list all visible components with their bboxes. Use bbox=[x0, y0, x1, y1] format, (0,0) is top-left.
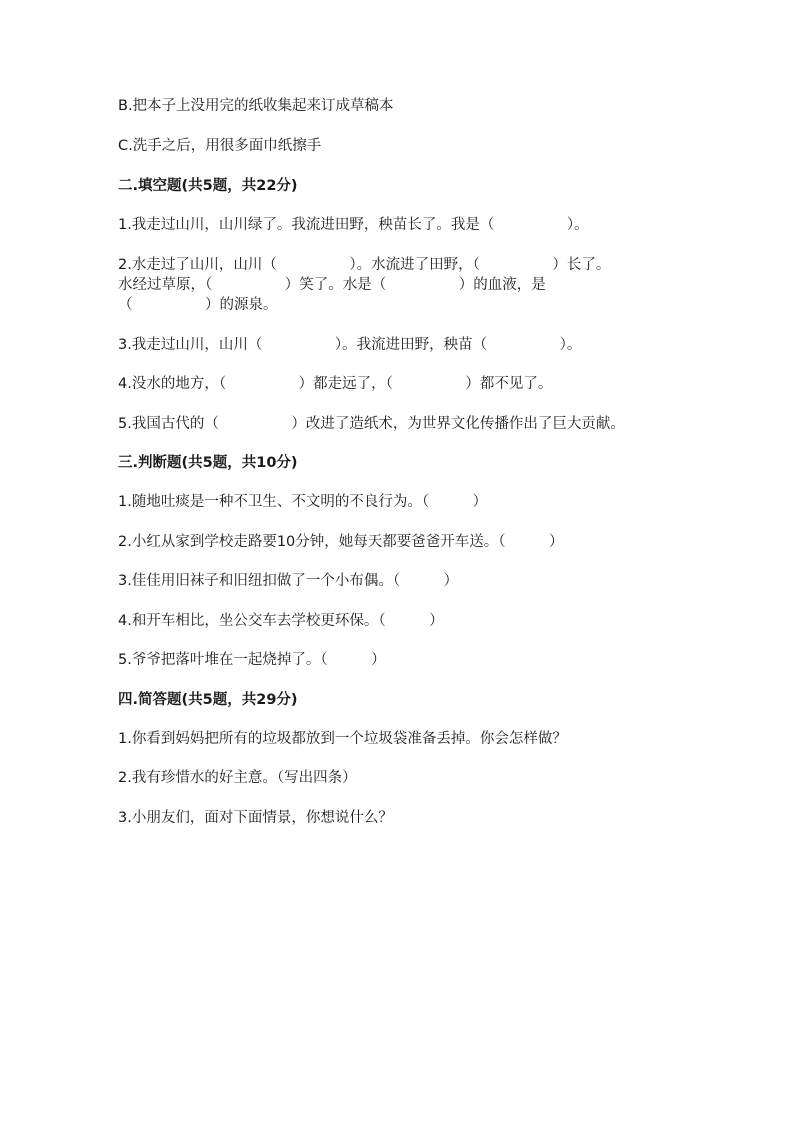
question-3-5: 5.爷爷把落叶堆在一起烧掉了。（ ） bbox=[118, 652, 386, 668]
question-2-2-line-3: （ ）的源泉。 bbox=[118, 297, 278, 313]
section-fill-blank-title: 二.填空题(共5题，共22分) bbox=[118, 178, 298, 194]
option-c: C.洗手之后，用很多面巾纸擦手 bbox=[118, 138, 322, 154]
question-4-3: 3.小朋友们，面对下面情景，你想说什么？ bbox=[118, 810, 393, 826]
question-2-1: 1.我走过山川，山川绿了。我流进田野，秧苗长了。我是（ ）。 bbox=[118, 217, 589, 233]
question-2-5: 5.我国古代的（ ）改进了造纸术，为世界文化传播作出了巨大贡献。 bbox=[118, 416, 625, 432]
question-2-3: 3.我走过山川，山川（ ）。我流进田野，秧苗（ ）。 bbox=[118, 337, 582, 353]
question-4-2: 2.我有珍惜水的好主意。（写出四条） bbox=[118, 770, 357, 786]
question-2-2-line-2: 水经过草原，（ ）笑了。水是（ ）的血液，是 bbox=[118, 277, 546, 293]
question-3-1: 1.随地吐痰是一种不卫生、不文明的不良行为。（ ） bbox=[118, 494, 488, 510]
question-2-4: 4.没水的地方，（ ）都走远了，（ ）都不见了。 bbox=[118, 376, 553, 392]
question-3-4: 4.和开车相比，坐公交车去学校更环保。（ ） bbox=[118, 613, 444, 629]
question-3-2: 2.小红从家到学校走路要10分钟，她每天都要爸爸开车送。（ ） bbox=[118, 534, 564, 550]
section-judgement-title: 三.判断题(共5题，共10分) bbox=[118, 455, 298, 471]
question-4-1: 1.你看到妈妈把所有的垃圾都放到一个垃圾袋准备丢掉。你会怎样做？ bbox=[118, 731, 567, 747]
section-short-answer-title: 四.简答题(共5题，共29分) bbox=[118, 692, 298, 708]
question-2-2-line-1: 2.水走过了山川，山川（ ）。水流进了田野，（ ）长了。 bbox=[118, 257, 611, 273]
option-b: B.把本子上没用完的纸收集起来订成草稿本 bbox=[118, 98, 394, 114]
question-3-3: 3.佳佳用旧袜子和旧纽扣做了一个小布偶。（ ） bbox=[118, 573, 459, 589]
